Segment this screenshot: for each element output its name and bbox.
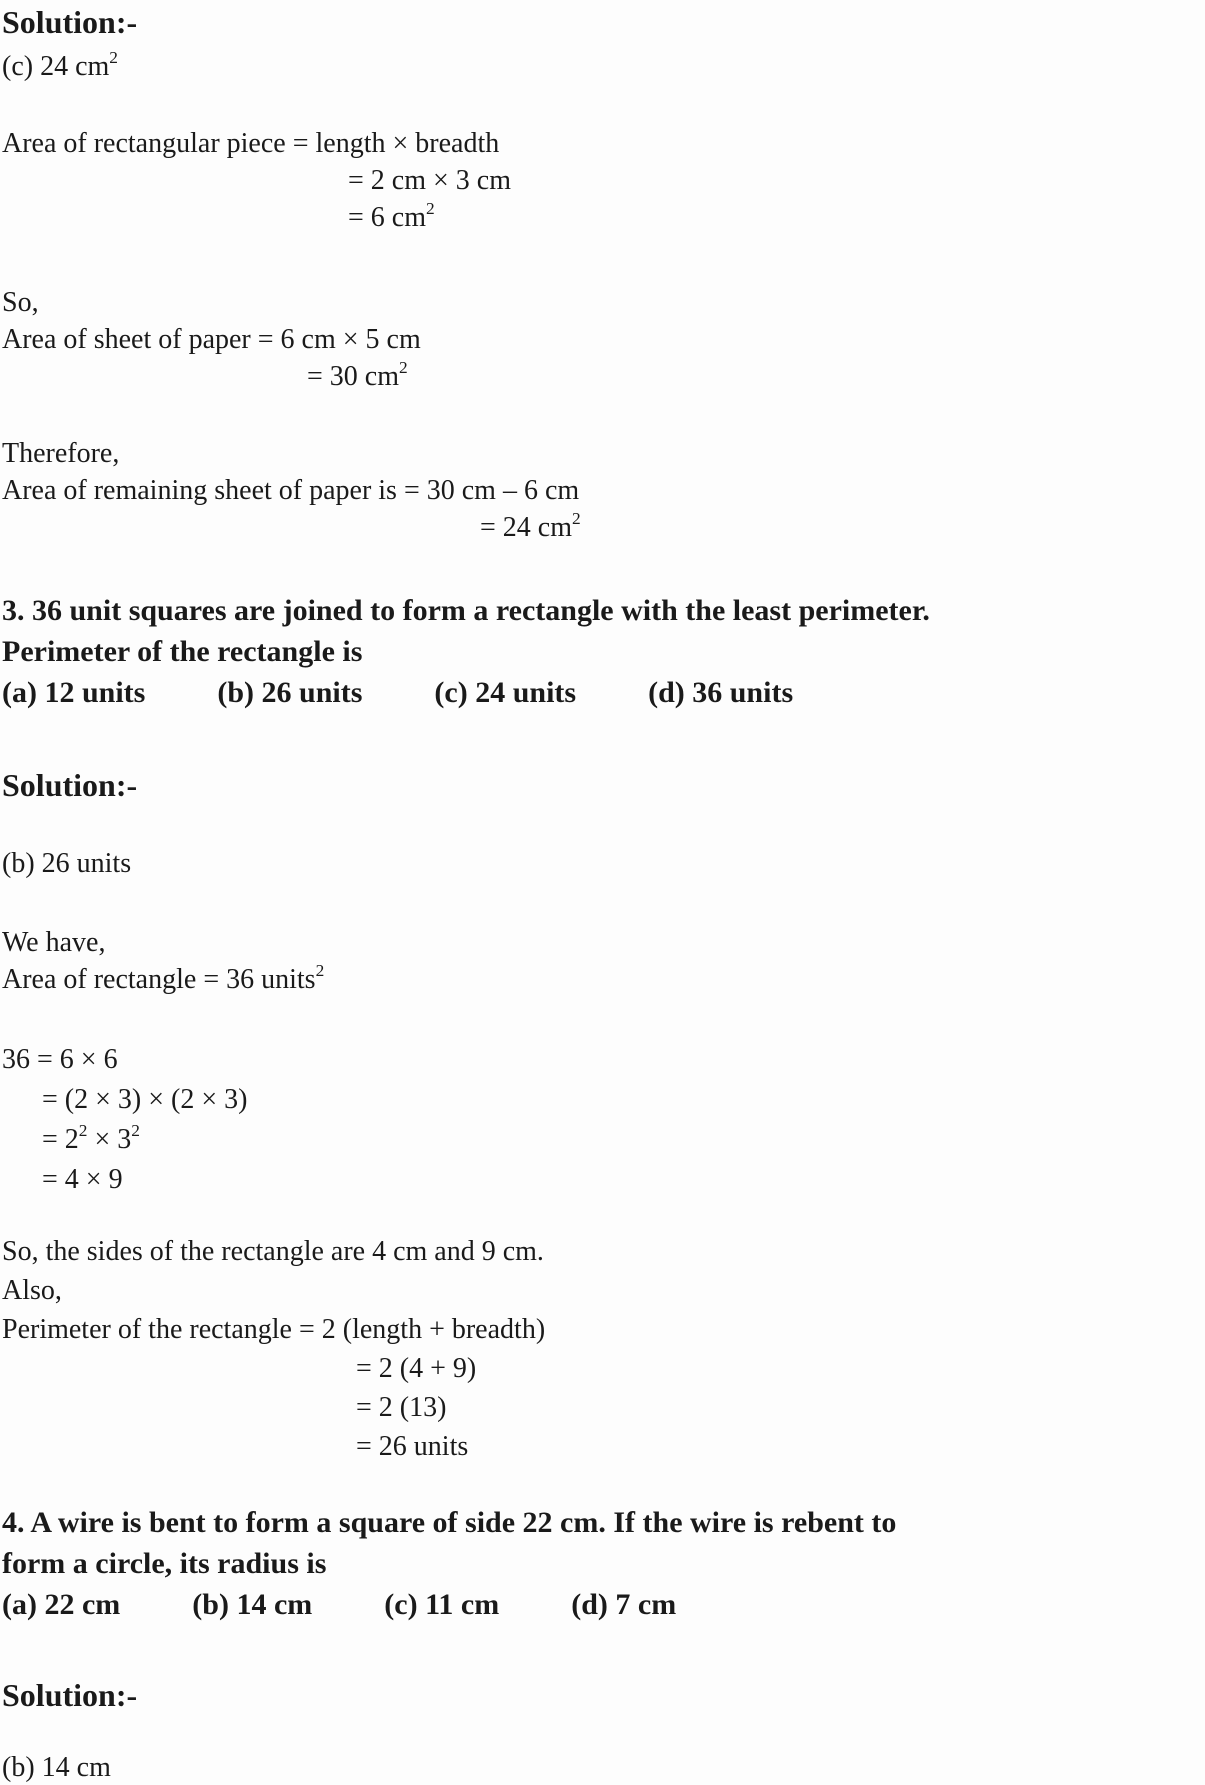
superscript: 2 bbox=[315, 960, 325, 980]
solution1-answer: (c) 24 $cm^2$ bbox=[2, 47, 118, 82]
superscript: 2 bbox=[78, 1120, 88, 1140]
superscript: 2 bbox=[572, 508, 581, 528]
equation-line: = 6 $cm^2$ bbox=[348, 198, 435, 233]
superscript: 2 bbox=[131, 1120, 140, 1140]
equation-line: = 26 units bbox=[356, 1431, 469, 1462]
option-c: (c) 24 units bbox=[434, 676, 577, 709]
equation-line: Perimeter of the rectangle = 2 (length + breadth) bbox=[2, 1314, 546, 1345]
equation-line: Area of rectangle = 36 units$^2$ bbox=[2, 960, 325, 995]
question4-text-line2: form a circle, its radius is bbox=[2, 1547, 327, 1580]
equation-line: Area of rectangular piece = length × breadth bbox=[2, 128, 500, 159]
perimeter-block bbox=[2, 1232, 1205, 1466]
equation-line: Area of sheet of paper = 6 cm × 5 cm bbox=[2, 324, 421, 355]
solution3-heading: Solution:- bbox=[2, 767, 138, 803]
solution3-answer: (b) 26 units bbox=[2, 848, 132, 879]
calc-area-sheet bbox=[2, 284, 1205, 395]
equation-line: = 2 cm × 3 cm bbox=[348, 165, 511, 196]
connector-word: So, bbox=[2, 287, 39, 318]
connector-word: Therefore, bbox=[2, 438, 120, 469]
solution4-heading: Solution:- bbox=[2, 1677, 138, 1713]
equation-line: = 2 (13) bbox=[356, 1392, 447, 1423]
calc-area-piece bbox=[2, 125, 1205, 236]
question4-options bbox=[2, 1584, 1205, 1625]
question3-text-line2: Perimeter of the rectangle is bbox=[2, 635, 363, 668]
equation-line: = 4 × 9 bbox=[42, 1164, 123, 1195]
question3 bbox=[2, 590, 1205, 713]
equation-line: = (2 × 3) × (2 × 3) bbox=[42, 1084, 248, 1115]
statement-line: So, the sides of the rectangle are 4 cm and 9 cm. bbox=[2, 1236, 544, 1267]
option-d: (d) 7 cm bbox=[571, 1588, 677, 1621]
question4 bbox=[2, 1502, 1205, 1625]
option-d: (d) 36 units bbox=[648, 676, 794, 709]
solution3-setup bbox=[2, 924, 1205, 998]
option-a: (a) 22 cm bbox=[2, 1588, 121, 1621]
equation-line: Area of remaining sheet of paper is = 30 cm – 6 cm bbox=[2, 475, 580, 506]
factorization-block bbox=[2, 1040, 1205, 1200]
equation-line: = $2^2 \times 3^2$ bbox=[42, 1120, 140, 1155]
solution1-heading: Solution:- bbox=[2, 4, 138, 40]
solution4-answer: (b) 14 cm bbox=[2, 1752, 111, 1783]
option-b: (b) 14 cm bbox=[192, 1588, 313, 1621]
equation-line: = 2 (4 + 9) bbox=[356, 1353, 477, 1384]
superscript: 2 bbox=[109, 47, 118, 67]
question3-options bbox=[2, 672, 1205, 713]
connector-word: Also, bbox=[2, 1275, 62, 1306]
equation-line: = 24 $cm^2$ bbox=[480, 508, 581, 543]
equation-line: 36 = 6 × 6 bbox=[2, 1044, 118, 1075]
option-b: (b) 26 units bbox=[217, 676, 363, 709]
calc-area-remaining bbox=[2, 435, 1205, 546]
question4-text-line1: 4. A wire is bent to form a square of side 22 cm. If the wire is rebent to bbox=[2, 1506, 897, 1539]
superscript: 2 bbox=[426, 198, 435, 218]
superscript: 2 bbox=[399, 357, 408, 377]
option-a: (a) 12 units bbox=[2, 676, 146, 709]
equation-line: = 30 $cm^2$ bbox=[307, 357, 408, 392]
option-c: (c) 11 cm bbox=[384, 1588, 500, 1621]
connector-word: We have, bbox=[2, 927, 106, 958]
question3-text-line1: 3. 36 unit squares are joined to form a rectangle with the least perimeter. bbox=[2, 594, 930, 627]
